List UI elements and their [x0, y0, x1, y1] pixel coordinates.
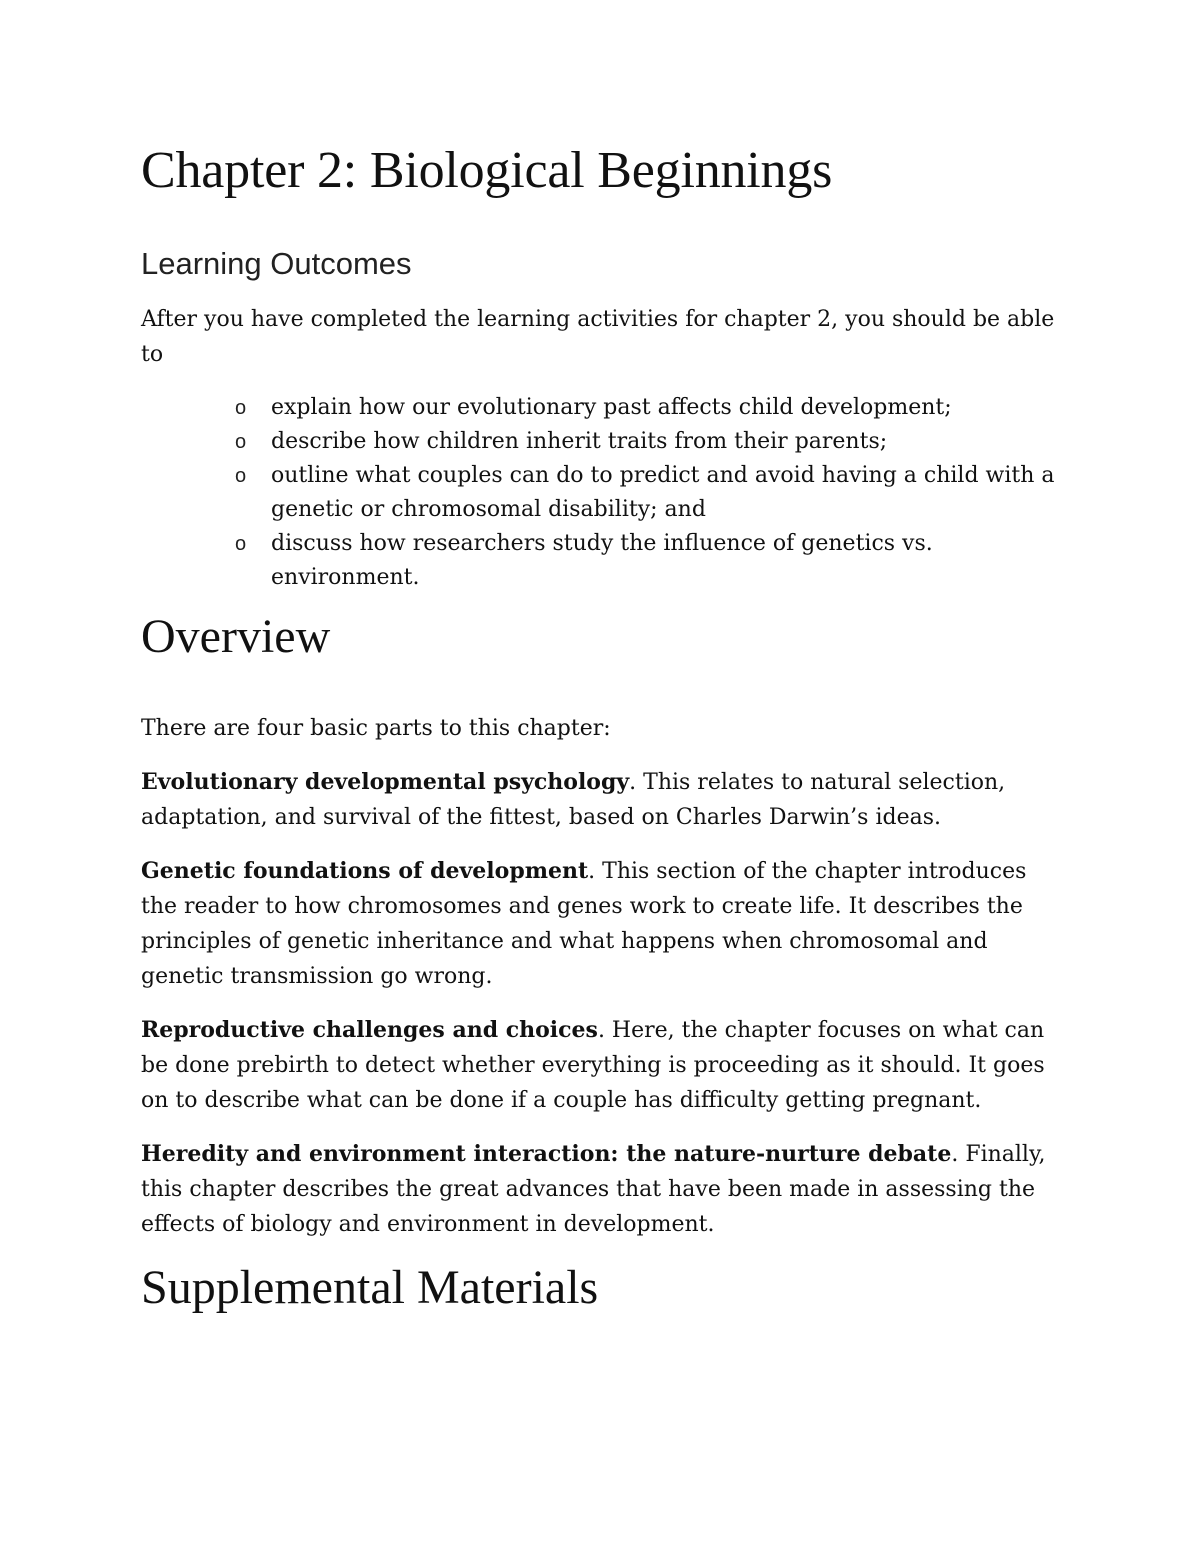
learning-outcomes-intro: After you have completed the learning activities for chapter 2, you should be able to	[141, 307, 1055, 367]
list-item	[235, 527, 1059, 595]
supplemental-materials-heading: Supplemental Materials	[141, 1261, 599, 1314]
list-item-text: describe how children inherit traits from their parents;	[271, 429, 888, 454]
part-term: Evolutionary developmental psychology	[141, 769, 630, 795]
part-description: . Here, the chapter focuses on what can be done prebirth to detect whether everything is proceeding as it should. It goes on to describe what can be done if a couple has difficulty getting pregnant.	[141, 1018, 1045, 1113]
part-term: Reproductive challenges and choices	[141, 1017, 598, 1043]
part-description: . Finally, this chapter describes the great advances that have been made in assessing the effects of biology and environment in development.	[141, 1142, 1046, 1237]
learning-outcomes-list	[141, 391, 1059, 595]
part-description: . This section of the chapter introduces the reader to how chromosomes and genes work to create life. It describes the principles of genetic inheritance and what happens when chromosomal and genetic transmission go wrong.	[141, 859, 1027, 989]
list-item-text: explain how our evolutionary past affects child development;	[271, 395, 952, 420]
overview-part	[141, 765, 1059, 835]
part-description: . This relates to natural selection, adaptation, and survival of the fittest, based on Charles Darwin’s ideas.	[141, 770, 1006, 830]
part-term: Genetic foundations of development	[141, 858, 589, 884]
document-page	[141, 140, 1059, 1318]
part-term: Heredity and environment interaction: the nature-nurture debate	[141, 1141, 952, 1167]
overview-part	[141, 854, 1059, 994]
hollow-bullet-icon: o	[235, 465, 247, 487]
hollow-bullet-icon: o	[235, 533, 247, 555]
list-item	[235, 391, 1059, 425]
list-item-text: outline what couples can do to predict and avoid having a child with a genetic or chromosomal disability; and	[271, 463, 1055, 522]
hollow-bullet-icon: o	[235, 431, 247, 453]
overview-part	[141, 1137, 1059, 1242]
overview-heading: Overview	[141, 610, 331, 663]
list-item	[235, 425, 1059, 459]
list-item-text: discuss how researchers study the influence of genetics vs. environment.	[271, 531, 933, 590]
hollow-bullet-icon: o	[235, 397, 247, 419]
overview-part	[141, 1013, 1059, 1118]
chapter-title: Chapter 2: Biological Beginnings	[141, 142, 833, 199]
overview-intro: There are four basic parts to this chapter:	[141, 716, 611, 741]
list-item	[235, 459, 1059, 527]
learning-outcomes-heading: Learning Outcomes	[141, 246, 412, 281]
